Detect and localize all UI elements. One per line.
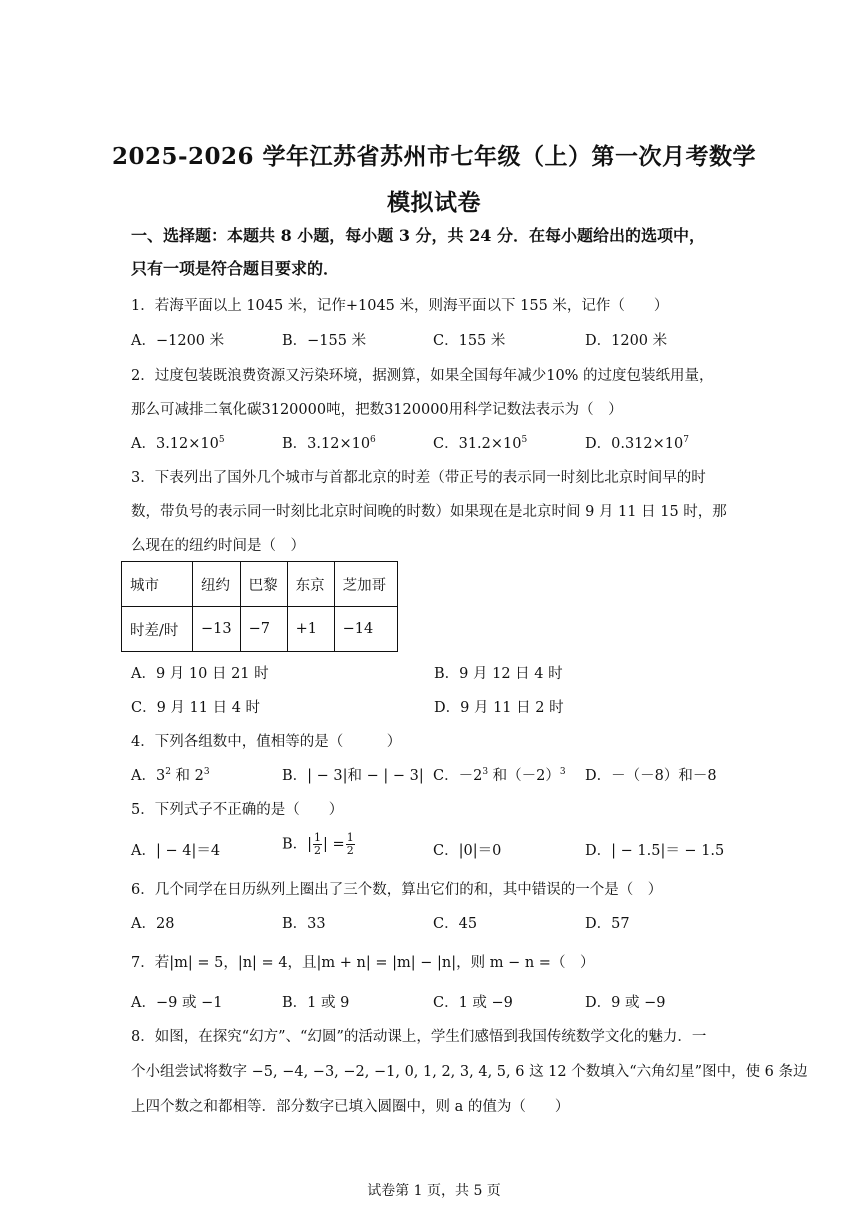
q3-option-b: B．9 月 12 日 4 时	[434, 666, 563, 682]
table-cell: 城市	[122, 562, 193, 607]
q2-option-a: A．$3.12\times 10^5$	[131, 435, 225, 452]
table-cell: 纽约	[193, 562, 241, 607]
q3-stem-line2: 数，带负号的表示同一时刻比北京时间晚的时数）如果现在是北京时间 9 月 11 日 15 时，那	[131, 504, 727, 520]
page-footer: 试卷第 1 页，共 5 页	[367, 1183, 501, 1199]
q1-stem: 1．若海平面以上 1045 米，记作+1045 米，则海平面以下 155 米，记作（ ）	[131, 298, 669, 314]
q6-option-a: A．28	[131, 916, 175, 932]
q7-option-a: A．−9 或 −1	[131, 995, 223, 1011]
q3-stem-line1: 3．下表列出了国外几个城市与首都北京的时差（带正号的表示同一时刻比北京时间早的时	[131, 470, 706, 486]
q8-stem-line1: 8．如图，在探究“幻方”、“幻圆”的活动课上，学生们感悟到我国传统数学文化的魅力．一	[131, 1029, 707, 1045]
table-cell: −14	[334, 607, 397, 652]
q7-option-d: D．9 或 −9	[585, 995, 666, 1011]
q2-option-c: C．$31.2\times 10^5$	[433, 435, 528, 452]
time-difference-table	[121, 561, 398, 652]
section-heading-line1: 一、选择题：本题共 8 小题，每小题 3 分，共 24 分．在每小题给出的选项中，	[131, 226, 705, 245]
q1-option-b: B．−155 米	[282, 333, 367, 349]
table-cell: 东京	[287, 562, 334, 607]
exam-title: 2025-2026 学年江苏省苏州市七年级（上）第一次月考数学	[111, 143, 757, 170]
table-cell: −7	[240, 607, 287, 652]
q6-option-b: B．33	[282, 916, 326, 932]
table-row	[122, 562, 398, 607]
q3-stem-line3: 么现在的纽约时间是（ ）	[131, 538, 305, 554]
table-cell: −13	[193, 607, 241, 652]
q3-option-a: A．9 月 10 日 21 时	[131, 666, 269, 682]
q6-option-d: D．57	[585, 916, 630, 932]
table-cell: 芝加哥	[334, 562, 397, 607]
q4-option-c: C．$-2^3$ 和$(-2)^3$	[433, 767, 566, 784]
q4-option-b: B．| − 3|和 − | − 3|	[282, 768, 424, 784]
q8-stem-line2: 个小组尝试将数字 −5, −4, −3, −2, −1, 0, 1, 2, 3, 4, 5, 6 这 12 个数填入“六角幻星”图中，使 6 条边	[131, 1064, 808, 1080]
q1-option-c: C．155 米	[433, 333, 506, 349]
q8-stem-line3: 上四个数之和都相等．部分数字已填入圆圈中，则 a 的值为（ ）	[131, 1099, 570, 1115]
q3-option-c: C．9 月 11 日 4 时	[131, 700, 261, 716]
q4-option-d: D．－（－8）和－8	[585, 768, 717, 784]
q1-option-a: A．−1200 米	[131, 333, 225, 349]
q2-option-b: B．$3.12\times 10^6$	[282, 435, 376, 452]
q6-stem: 6．几个同学在日历纵列上圈出了三个数，算出它们的和，其中错误的一个是（ ）	[131, 882, 663, 898]
section-heading-line2: 只有一项是符合题目要求的．	[131, 259, 340, 278]
q7-stem: 7．若|m| = 5，|n| = 4，且|m + n| = |m| − |n|，则 m − n =（ ）	[131, 955, 595, 971]
table-cell: 时差/时	[122, 607, 193, 652]
q5-stem: 5．下列式子不正确的是（ ）	[131, 802, 344, 818]
q2-stem-line1: 2．过度包装既浪费资源又污染环境，据测算，如果全国每年减少10% 的过度包装纸用量，	[131, 368, 714, 384]
q5-option-c: C．|0|＝0	[433, 843, 502, 859]
q5-option-d: D．| − 1.5|＝ − 1.5	[585, 843, 725, 859]
q2-option-d: D．$0.312\times 10^7$	[585, 435, 689, 452]
fraction: $\frac{1}{2}$	[314, 831, 322, 857]
fraction: $\frac{1}{2}$	[346, 831, 354, 857]
q7-option-c: C．1 或 −9	[433, 995, 513, 1011]
table-cell: +1	[287, 607, 334, 652]
q7-option-b: B．1 或 9	[282, 995, 350, 1011]
exam-subtitle: 模拟试卷	[387, 189, 481, 216]
q6-option-c: C．45	[433, 916, 478, 932]
q2-stem-line2: 那么可减排二氧化碳3120000吨，把数3120000用科学记数法表示为（ ）	[131, 402, 623, 418]
q4-option-a: A．$3^2$ 和 $2^3$	[131, 767, 210, 784]
table-row	[122, 607, 398, 652]
q5-option-a: A．| − 4|＝4	[131, 843, 221, 859]
table-cell: 巴黎	[240, 562, 287, 607]
q4-stem: 4．下列各组数中，值相等的是（ ）	[131, 734, 402, 750]
q3-option-d: D．9 月 11 日 2 时	[434, 700, 564, 716]
q1-option-d: D．1200 米	[585, 333, 668, 349]
q5-option-b: B．| $\frac{1}{2}$ | = $\frac{1}{2}$	[282, 831, 354, 857]
